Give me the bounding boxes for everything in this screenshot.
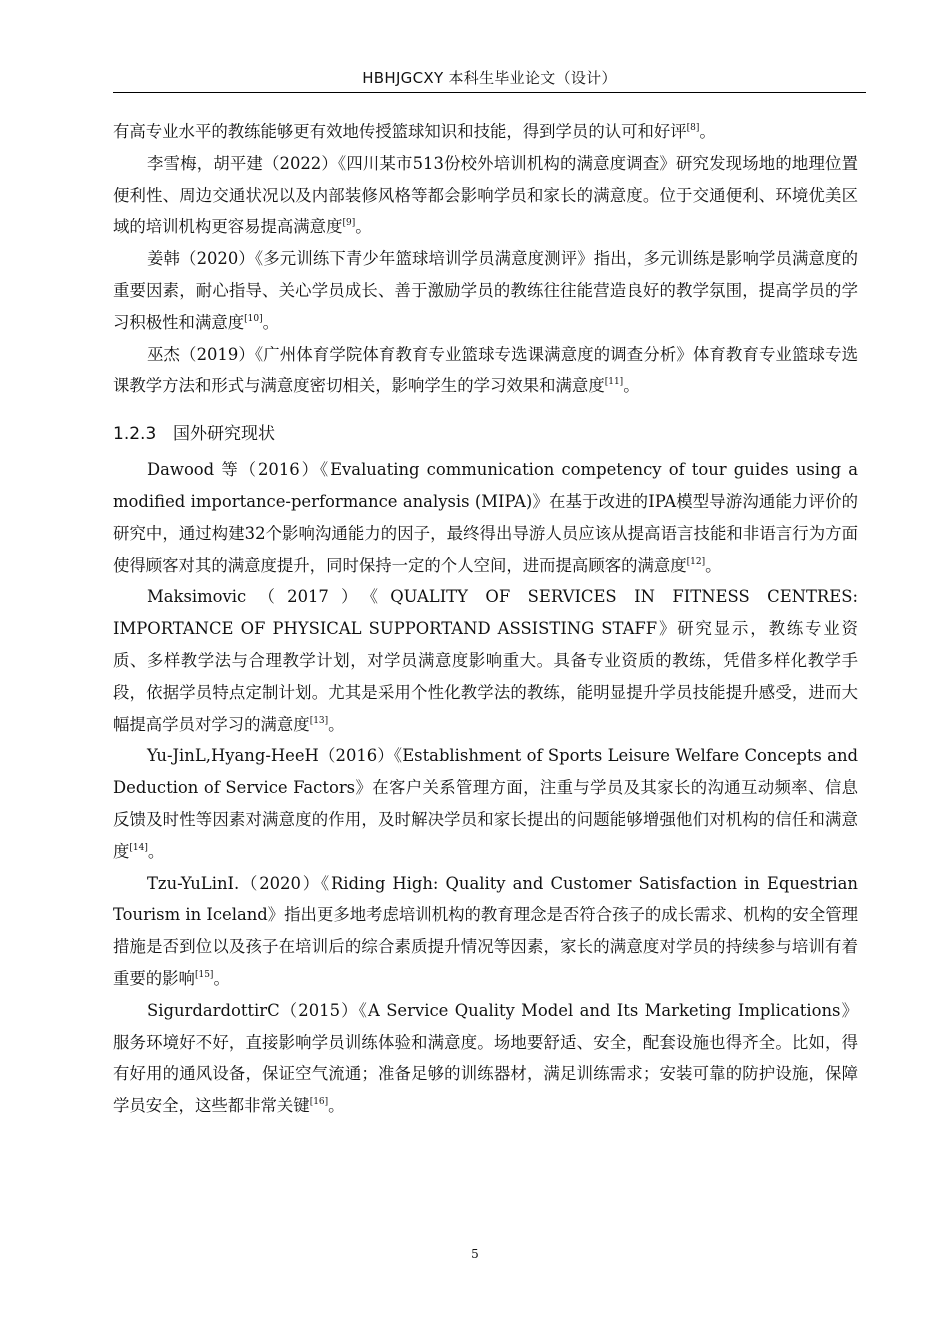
citation-ref: [11] bbox=[604, 377, 624, 388]
section-number: 1.2.3 bbox=[113, 424, 157, 445]
page-number: 5 bbox=[471, 1247, 479, 1261]
citation-ref: [14] bbox=[129, 842, 148, 853]
citation-ref: [10] bbox=[244, 313, 263, 324]
citation-ref: [13] bbox=[309, 715, 329, 726]
citation-ref: [15] bbox=[194, 969, 214, 980]
section-title: 国外研究现状 bbox=[173, 424, 275, 445]
body-paragraph: 李雪梅，胡平建（2022）《四川某市513份校外培训机构的满意度调查》研究发现场地的地理位置便利性、周边交通状况以及内部装修风格等都会影响学员和家长的满意度。位于交通便利、环境优美区域的培训机构更容易提高满意度[9]。 bbox=[113, 153, 858, 237]
page-body bbox=[113, 116, 858, 1122]
body-paragraph: 巫杰（2019）《广州体育学院体育教育专业篮球专选课满意度的调查分析》体育教育专业篮球专选课教学方法和形式与满意度密切相关，影响学生的学习效果和满意度[11]。 bbox=[113, 344, 858, 396]
running-header: HBHJGCXY 本科生毕业论文（设计） bbox=[362, 69, 617, 87]
citation-ref: [12] bbox=[686, 556, 706, 567]
citation-ref: [8] bbox=[686, 123, 700, 133]
body-paragraph: Yu-JinL,Hyang-HeeH（2016）《Establishment of Sports Leisure Welfare Concepts and Deduction of Service Factors》在客户关系管理方面，注重与学员及其家长的沟通互动频率、信息反馈及时性等因素对满意度的作用，及时解决学员和家长提出的问题能够增强他们对机构的信任和满意度[14]。 bbox=[113, 746, 858, 861]
body-paragraph: Dawood 等（2016）《Evaluating communication competency of tour guides using a modified importance-performance analysis (MIPA)》在基于改进的IPA模型导游沟通能力评价的研究中，通过构建32个影响沟通能力的因子，最终得出导游人员应该从提高语言技能和非语言行为方面使得顾客对其的满意度提升，同时保持一定的个人空间，进而提高顾客的满意度[12]。 bbox=[113, 460, 858, 575]
body-paragraph: 姜韩（2020）《多元训练下青少年篮球培训学员满意度测评》指出，多元训练是影响学员满意度的重要因素，耐心指导、关心学员成长、善于激励学员的教练往往能营造良好的教学氛围，提高学员的学习积极性和满意度[10]。 bbox=[113, 249, 858, 332]
body-paragraph: Maksimovic（2017）《QUALITY OF SERVICES IN FITNESS CENTRES: IMPORTANCE OF PHYSICAL SUPPORTAND ASSISTING STAFF》研究显示，教练专业资质、多样教学法与合理教学计划，对学员满意度影响重大。具备专业资质的教练，凭借多样化教学手段，依据学员特点定制计划。尤其是采用个性化教学法的教练，能明显提升学员技能提升感受，进而大幅提高学员对学习的满意度[13]。 bbox=[113, 587, 858, 734]
header-rule bbox=[113, 92, 866, 93]
body-paragraph: 有高专业水平的教练能够更有效地传授篮球知识和技能，得到学员的认可和好评[8]。 bbox=[113, 122, 716, 141]
body-paragraph: Tzu-YuLinI.（2020）《Riding High: Quality and Customer Satisfaction in Equestrian Tourism in Iceland》指出更多地考虑培训机构的教育理念是否符合孩子的成长需求、机构的安全管理措施是否到位以及孩子在培训后的综合素质提升情况等因素，家长的满意度对学员的持续参与培训有着重要的影响[15]。 bbox=[113, 873, 858, 988]
body-paragraph: SigurdardottirC（2015）《A Service Quality Model and Its Marketing Implications》服务环境好不好，直接影响学员训练体验和满意度。场地要舒适、安全，配套设施也得齐全。比如，得有好用的通风设备，保证空气流通；准备足够的训练器材，满足训练需求；安装可靠的防护设施，保障学员安全，这些都非常关键[16]。 bbox=[113, 1000, 858, 1116]
citation-ref: [16] bbox=[309, 1097, 329, 1108]
section-heading bbox=[113, 421, 858, 447]
citation-ref: [9] bbox=[342, 218, 356, 229]
